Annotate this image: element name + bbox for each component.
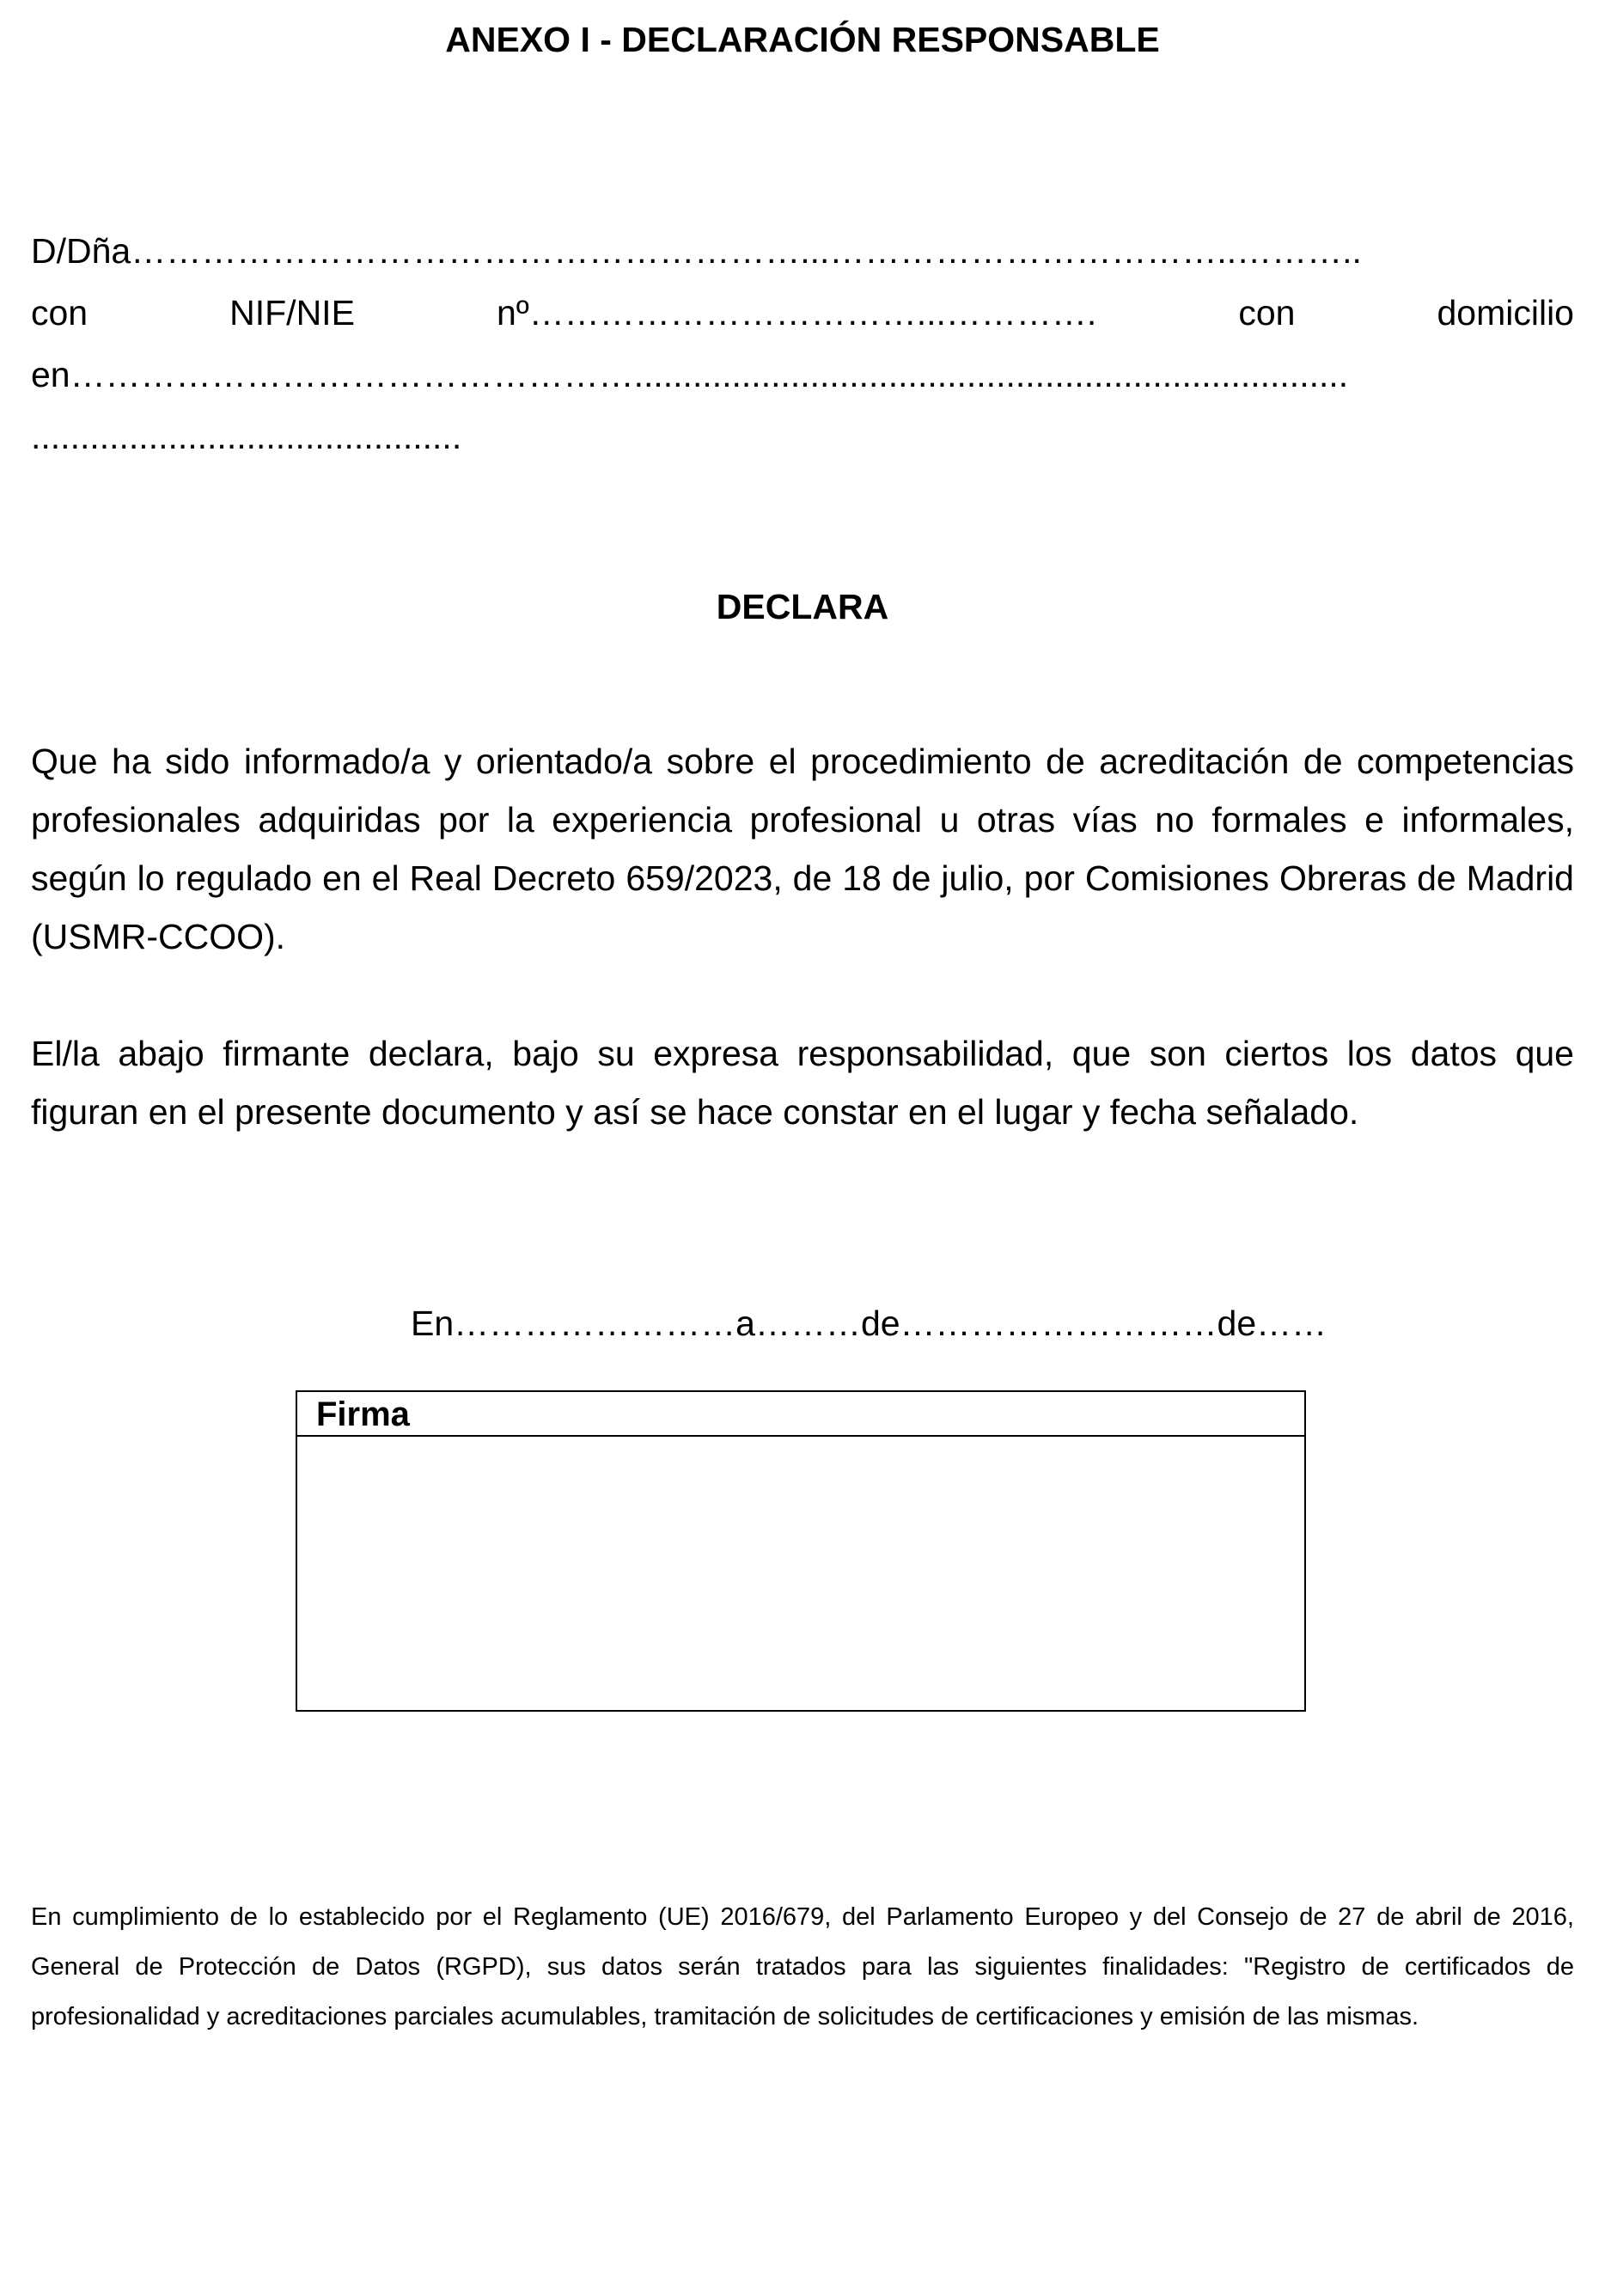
nif-word-5: domicilio	[1437, 293, 1574, 333]
document-title: ANEXO I - DECLARACIÓN RESPONSABLE	[445, 20, 1160, 59]
information-paragraph: Que ha sido informado/a y orientado/a sobre el procedimiento de acreditación de competencias profesionales adquiridas por la experiencia profesional u otras vías no formales e informales, según lo regulado en el Real Decreto 659/2023, de 18 de julio, por Comisiones Obreras de Madrid (USMR-CCOO).	[31, 742, 1574, 956]
place-date-field[interactable]: En……………………a………de………………………de……	[411, 1304, 1327, 1343]
nif-address-field-line[interactable]	[31, 282, 1574, 344]
signature-box[interactable]	[296, 1390, 1306, 1712]
nif-word-1: con	[31, 293, 88, 333]
address-field-line-2[interactable]: ............................................	[31, 417, 462, 456]
personal-data-fields	[31, 220, 1574, 467]
responsibility-paragraph: El/la abajo firmante declara, bajo su expresa responsabilidad, que son ciertos los datos que figuran en el presente documento y así se hace constar en el lugar y fecha señalado.	[31, 1034, 1574, 1132]
name-field-line[interactable]: D/Dña…………………………………………………...……………………………..………..	[31, 231, 1362, 271]
nif-word-3: nº……………………………...………….	[496, 293, 1097, 333]
signature-area[interactable]	[297, 1437, 1304, 1710]
declara-heading: DECLARA	[716, 587, 889, 626]
privacy-notice: En cumplimiento de lo establecido por el Reglamento (UE) 2016/679, del Parlamento Europeo y del Consejo de 27 de abril de 2016, General de Protección de Datos (RGPD), sus datos serán tratados para las siguientes finalidades: "Registro de certificados de profesionalidad y acreditaciones parciales acumulables, tramitación de solicitudes de certificaciones y emisión de las mismas.	[31, 1903, 1574, 2030]
nif-word-4: con	[1238, 293, 1296, 333]
nif-word-2: NIF/NIE	[229, 293, 355, 333]
address-field-line-1[interactable]: en………………………………………….........................................................................	[31, 355, 1349, 394]
signature-label: Firma	[297, 1392, 1304, 1437]
